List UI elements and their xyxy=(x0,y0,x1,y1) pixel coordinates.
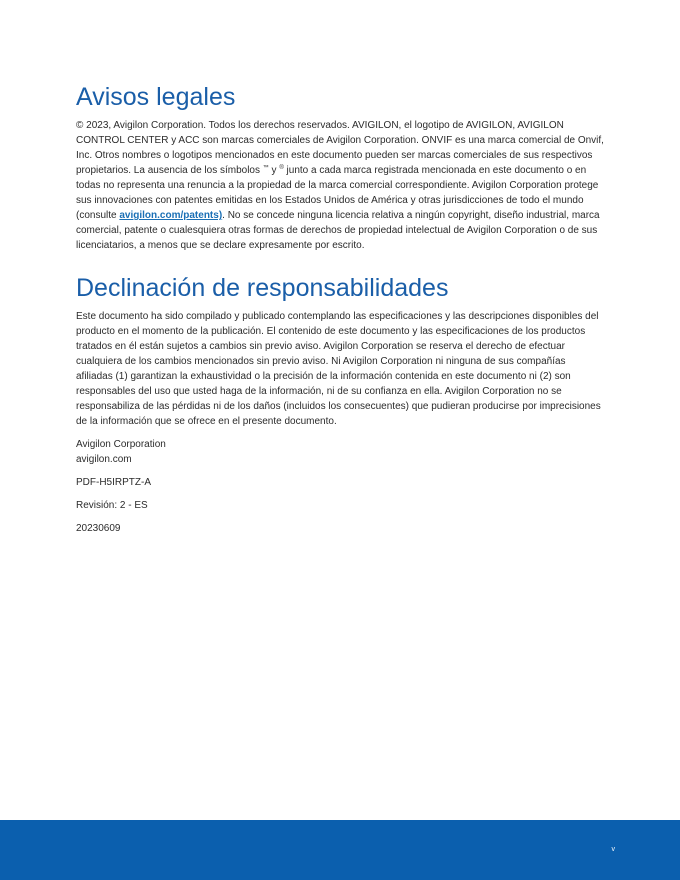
copyright-symbol: © xyxy=(76,120,84,131)
legal-text-part-4: . No se concede ninguna licencia relativa a ningún copyright, diseño industrial, marca comercial, patente o cualesquiera otras formas de derechos de propiedad intelectual de Avigilon Corporation o de sus licenciatarios, a menos que se declare expresamente por escrito. xyxy=(76,210,600,251)
company-website: avigilon.com xyxy=(76,454,132,465)
legal-text-part-1: 2023, Avigilon Corporation. Todos los derechos reservados. AVIGILON, el logotipo de AVIGILON, AVIGILON CONTROL CENTER y ACC son marcas comerciales de Avigilon Corporation. ONVIF es una marca comercial de Onvif, Inc. Otros nombres o logotipos mencionados en este documento pueden ser marcas comerciales de sus respectivos propietarios. La ausencia de los símbolos xyxy=(76,120,604,176)
revision: Revisión: 2 - ES xyxy=(76,500,148,511)
trademark-symbol: ™ xyxy=(262,165,269,171)
pdf-id: PDF-H5IRPTZ-A xyxy=(76,477,151,488)
disclaimer-text: Este documento ha sido compilado y publicado contemplando las especificaciones y las descripciones disponibles del producto en el momento de la publicación. El contenido de este documento y las especificaciones de los productos tratados en él están sujetos a cambios sin previo aviso. Avigilon Corporation se reserva el derecho de efectuar cualquiera de los cambios mencionados sin previo aviso. Ni Avigilon Corporation ni ninguna de sus compañías afiliadas (1) garantizan la exhaustividad o la precisión de la información contenida en este documento ni (2) son responsables del uso que usted haga de la información, ni de su confianza en ella. Avigilon Corporation no se responsabiliza de las pérdidas ni de los daños (incluidos los consecuentes) que pudieran producirse por imprecisiones de la información que se ofrece en el presente documento. xyxy=(76,311,601,427)
legal-text-part-2: y xyxy=(268,165,280,176)
company-name: Avigilon Corporation xyxy=(76,439,166,450)
patents-link[interactable]: avigilon.com/patents) xyxy=(119,210,223,221)
registered-symbol: ® xyxy=(279,165,284,171)
page-content xyxy=(76,82,604,544)
legal-notices-text xyxy=(76,118,604,253)
page-number: v xyxy=(611,846,615,853)
legal-notices-title: Avisos legales xyxy=(76,83,236,111)
disclaimer-title: Declinación de responsabilidades xyxy=(76,274,449,302)
legal-text-part-3: junto a cada marca registrada mencionada en este documento o en todas no representa una renuncia a la propiedad de la marca comercial correspondiente. Avigilon Corporation protege sus innovaciones con patentes emitidas en los Estados Unidos de América y otras jurisdicciones de todo el mundo (consulte xyxy=(76,165,599,221)
footer-bar xyxy=(0,820,680,880)
document-date: 20230609 xyxy=(76,523,121,534)
